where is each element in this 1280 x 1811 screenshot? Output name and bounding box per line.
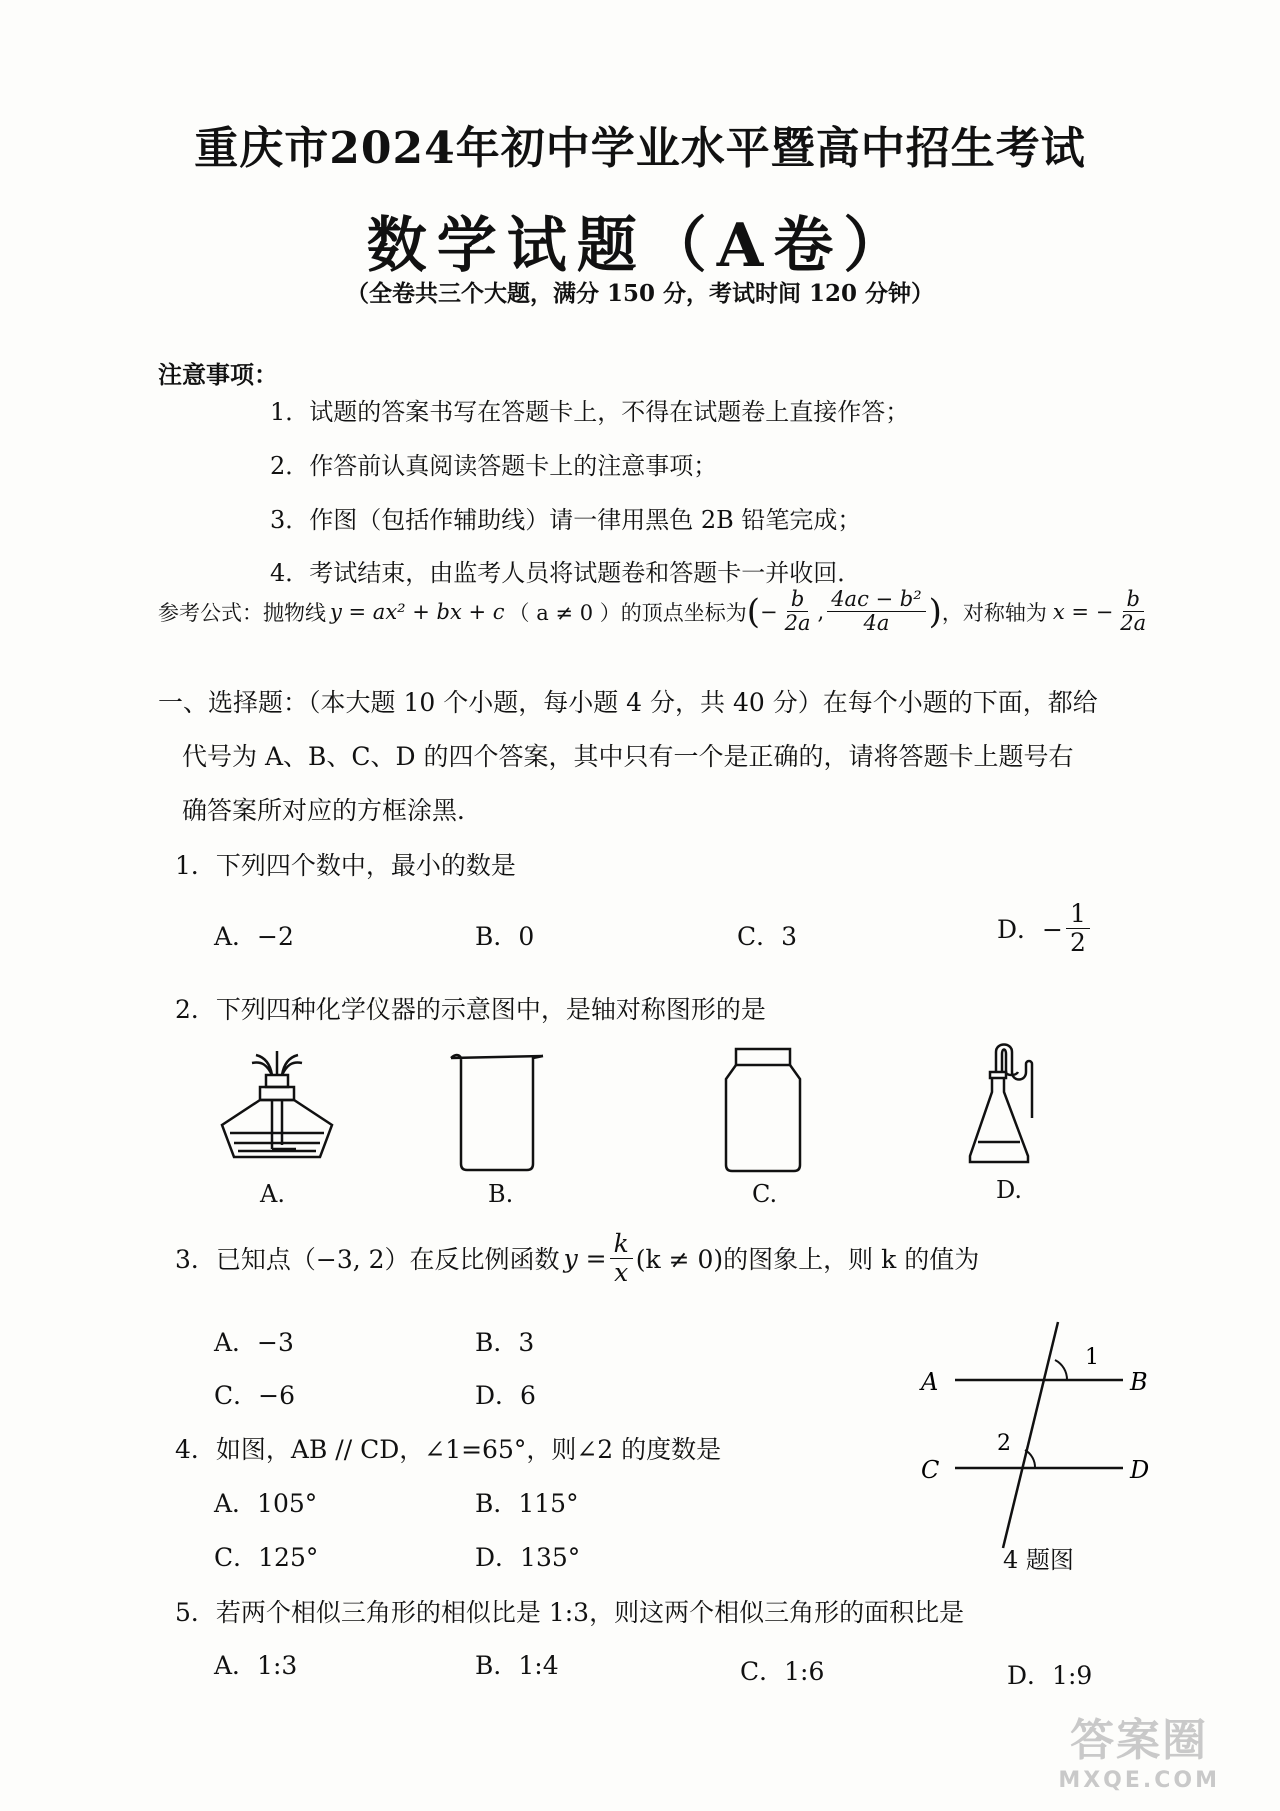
transversal [1003, 1322, 1058, 1548]
watermark-logo [1058, 1704, 1220, 1793]
label-b: B [1130, 1368, 1148, 1396]
section-1-line-3: 确答案所对应的方框涂黑． [182, 796, 483, 825]
label-c: C [921, 1456, 940, 1484]
paper-title: 数学试题（A卷） [366, 211, 914, 281]
q1-option-d [997, 900, 1093, 956]
q2-option-a: A. [260, 1180, 285, 1208]
notice-item-2: 2．作答前认真阅读答题卡上的注意事项； [270, 452, 718, 480]
question-5: 5．若两个相似三角形的相似比是 1:3，则这两个相似三角形的面积比是 [175, 1598, 965, 1627]
q3-option-a: A．−3 [214, 1328, 294, 1357]
q3-eq-prefix: y = [563, 1243, 607, 1273]
q1-d-fraction [1066, 900, 1090, 956]
q3-option-d: D．6 [475, 1381, 536, 1410]
vertex-x-num: b [787, 588, 808, 612]
q3-option-b: B．3 [475, 1328, 535, 1357]
formula-condition: （ a ≠ 0 ）的顶点坐标为 [508, 600, 747, 625]
vertex-x-den: 2a [784, 611, 811, 636]
section-1-line-2: 代号为 A、B、C、D 的四个答案，其中只有一个是正确的，请将答题卡上题号右 [182, 742, 1074, 771]
q4-figure-caption: 4 题图 [1003, 1546, 1074, 1574]
question-3 [175, 1230, 979, 1286]
watermark-url: MXQE.COM [1058, 1768, 1220, 1793]
angle-1-arc [1055, 1360, 1067, 1380]
label-angle-2: 2 [997, 1431, 1011, 1456]
paren-open: ( [746, 591, 760, 632]
label-d: D [1130, 1456, 1150, 1484]
q1-d-den: 2 [1070, 927, 1086, 957]
q1-option-c: C．3 [737, 922, 798, 951]
q5-option-c: C．1:6 [740, 1657, 825, 1686]
label-angle-1: 1 [1085, 1345, 1099, 1370]
q2-option-b: B. [488, 1180, 514, 1208]
question-2: 2．下列四种化学仪器的示意图中，是轴对称图形的是 [175, 995, 766, 1024]
beaker-figure [447, 1052, 547, 1174]
notice-item-3: 3．作图（包括作辅助线）请一律用黑色 2B 铅笔完成； [270, 506, 862, 534]
axis-den: 2a [1120, 611, 1147, 636]
notice-item-4: 4．考试结束，由监考人员将试题卷和答题卡一并收回． [270, 559, 862, 587]
question-4: 4．如图，AB // CD，∠1=65°，则∠2 的度数是 [175, 1435, 722, 1464]
formula-parabola: y = ax² + bx + c [330, 599, 505, 624]
q4-option-c: C．125° [214, 1543, 319, 1572]
vertex-y-den: 4a [863, 611, 890, 636]
reference-formula [158, 588, 1153, 635]
q4-parallel-lines-figure [915, 1320, 1165, 1560]
vertex-y-fraction [827, 588, 925, 635]
watermark-text: 答案圈 [1070, 1715, 1209, 1766]
q1-option-a: A．−2 [214, 922, 294, 951]
q2-option-d: D. [996, 1176, 1023, 1204]
q5-option-a: A．1:3 [214, 1651, 298, 1680]
axis-label: ，对称轴为 [941, 600, 1047, 625]
q3-den: x [614, 1257, 629, 1287]
label-a: A [921, 1368, 939, 1396]
comma: , [817, 599, 825, 624]
notice-item-1: 1．试题的答案书写在答题卡上，不得在试题卷上直接作答； [270, 398, 910, 426]
q3-stem-b: (k ≠ 0)的图象上，则 k 的值为 [635, 1245, 980, 1274]
exam-info: （全卷共三个大题，满分 150 分，考试时间 120 分钟） [345, 280, 935, 307]
reagent-bottle-figure [722, 1045, 804, 1173]
notice-heading: 注意事项： [158, 360, 278, 389]
q3-option-c: C．−6 [214, 1381, 295, 1410]
q3-stem-a: 3．已知点（−3, 2）在反比例函数 [175, 1245, 560, 1274]
section-1-line-1: 一、选择题：（本大题 10 个小题，每小题 4 分，共 40 分）在每个小题的下面，都给 [158, 688, 1098, 717]
q5-option-b: B．1:4 [475, 1651, 559, 1680]
q3-num: k [610, 1230, 633, 1259]
alcohol-lamp-figure [212, 1045, 342, 1175]
q4-option-d: D．135° [475, 1543, 581, 1572]
flask-figure [966, 1038, 1066, 1168]
q5-option-d: D．1:9 [1007, 1661, 1093, 1690]
exam-title: 重庆市2024年初中学业水平暨高中招生考试 [194, 123, 1086, 174]
vertex-x-fraction [781, 588, 815, 635]
axis-num: b [1123, 588, 1144, 612]
formula-label: 参考公式：抛物线 [158, 600, 326, 625]
q4-option-b: B．115° [475, 1489, 579, 1518]
q1-option-b: B．0 [475, 922, 535, 951]
q1-d-prefix: D．− [997, 915, 1063, 944]
axis-fraction [1116, 588, 1150, 635]
question-1: 1．下列四个数中，最小的数是 [175, 851, 516, 880]
axis-equation: x = − [1052, 599, 1114, 624]
q3-fraction [610, 1230, 633, 1286]
minus-sign: − [760, 599, 778, 624]
paren-close: ) [928, 591, 942, 632]
q4-option-a: A．105° [214, 1489, 318, 1518]
q1-d-num: 1 [1066, 900, 1090, 929]
q2-option-c: C. [752, 1180, 778, 1208]
vertex-y-num: 4ac − b² [827, 588, 925, 612]
